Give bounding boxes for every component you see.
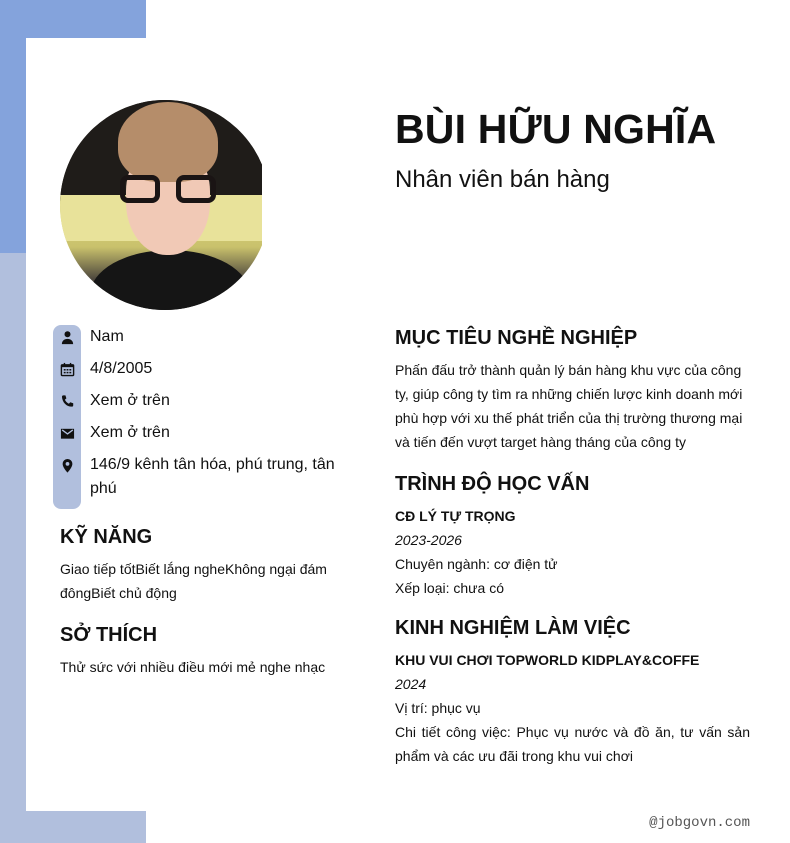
gender-value: Nam <box>90 328 124 345</box>
skills-text: Giao tiếp tốtBiết lắng ngheKhông ngại đám đôngBiết chủ động <box>60 561 327 601</box>
contact-address <box>53 453 343 501</box>
objective-section <box>395 327 750 454</box>
contact-birthdate <box>53 357 343 389</box>
objective-text: Phấn đấu trở thành quản lý bán hàng khu vực của công ty, giúp công ty tìm ra những chiến lược kinh doanh mới phù hợp với xu thế phát triển của thị trường thương mại và tiến đến vượt target hàng tháng của công ty <box>395 362 743 450</box>
address-value: 146/9 kênh tân hóa, phú trung, tân phú <box>90 456 335 497</box>
decor-left-bar-light <box>0 253 26 843</box>
education-entry <box>395 504 750 600</box>
skills-title: KỸ NĂNG <box>60 526 153 548</box>
decor-bottom-block <box>0 811 146 843</box>
mail-icon <box>53 421 81 445</box>
company-name: KHU VUI CHƠI TOPWORLD KIDPLAY&COFFE <box>395 652 700 668</box>
experience-period: 2024 <box>395 676 427 692</box>
profile-photo <box>60 100 270 310</box>
photo-glasses <box>120 175 216 205</box>
school-name: CĐ LÝ TỰ TRỌNG <box>395 508 516 524</box>
experience-entry <box>395 648 750 768</box>
education-title: TRÌNH ĐỘ HỌC VẤN <box>395 473 590 495</box>
phone-icon <box>53 389 81 413</box>
hobbies-section <box>60 624 340 679</box>
calendar-icon <box>53 357 81 381</box>
photo-hair <box>118 102 218 182</box>
candidate-name: BÙI HỮU NGHĨA <box>395 106 717 152</box>
footer-watermark: @jobgovn.com <box>649 815 750 831</box>
hobbies-title: SỞ THÍCH <box>60 624 158 646</box>
experience-details: Chi tiết công việc: Phục vụ nước và đồ ăn, tư vấn sản phẩm và các ưu đãi trong khu vui chơi <box>395 724 750 764</box>
objective-title: MỤC TIÊU NGHỀ NGHIỆP <box>395 327 638 349</box>
email-value: Xem ở trên <box>90 424 170 441</box>
hobbies-text: Thử sức với nhiều điều mới mẻ nghe nhạc <box>60 659 326 675</box>
photo-shirt <box>90 250 250 310</box>
education-section <box>395 473 750 600</box>
contact-list <box>53 325 343 501</box>
contact-phone <box>53 389 343 421</box>
contact-gender <box>53 325 343 357</box>
experience-title: KINH NGHIỆM LÀM VIỆC <box>395 617 631 639</box>
skills-section <box>60 526 340 605</box>
job-title: Nhân viên bán hàng <box>395 166 610 193</box>
education-major: Chuyên ngành: cơ điện tử <box>395 556 558 572</box>
decor-left-bar-dark <box>0 0 26 253</box>
experience-position: Vị trí: phục vụ <box>395 700 481 716</box>
education-period: 2023-2026 <box>395 532 462 548</box>
contact-email <box>53 421 343 453</box>
experience-section <box>395 617 750 768</box>
phone-value: Xem ở trên <box>90 392 170 409</box>
person-icon <box>53 325 81 349</box>
birthdate-value: 4/8/2005 <box>90 360 153 377</box>
education-grade: Xếp loại: chưa có <box>395 580 504 596</box>
location-pin-icon <box>53 453 81 477</box>
